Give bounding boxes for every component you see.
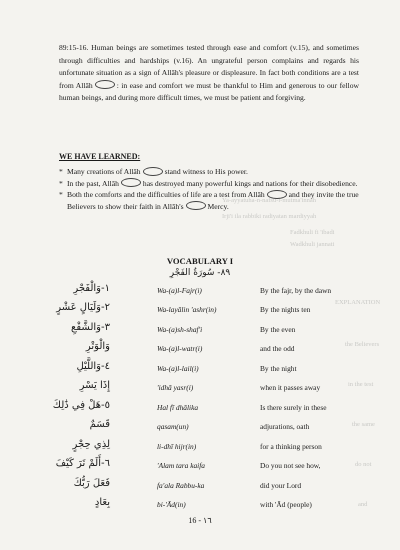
- transliteration: fa'ala Rabbu-ka: [157, 481, 205, 490]
- transliteration: Wa-(a)l-watr(i): [157, 344, 203, 353]
- honorific-seal-icon: [267, 190, 287, 199]
- bleed-through-text: Ya-ayyatuha-n-nafsu-l-mutma'innah: [222, 197, 317, 204]
- transliteration: 'idhā yasr(i): [157, 383, 194, 392]
- vocabulary-row: [0, 458, 400, 478]
- honorific-seal-icon: [186, 201, 206, 210]
- transliteration: 'Alam tara kaifa: [157, 461, 205, 470]
- meaning: with 'Ād (people): [260, 500, 312, 509]
- transliteration: Hal fī dhālika: [157, 403, 199, 412]
- vocabulary-row: [0, 341, 400, 361]
- bleed-through-text: Fadkhuli fi 'ibadi: [290, 229, 335, 236]
- learned-item-text: has destroyed many powerful kings and nations for their disobedience.: [142, 178, 358, 188]
- learned-item: [59, 178, 359, 190]
- transliteration: qasam(un): [157, 422, 189, 431]
- arabic-term: ٣-وَالشَّفْعِ: [71, 322, 110, 333]
- bleed-through-text: Irji'i ila rabbiki radiyatan mardiyyah: [222, 213, 317, 220]
- learned-item-text: Both the comforts and the difficulties of life are a test from Allāh: [67, 190, 265, 199]
- arabic-term: ٥-هَلْ فِي ذَٰلِكَ: [52, 400, 110, 411]
- vocabulary-row: [0, 419, 400, 439]
- vocabulary-row: [0, 439, 400, 459]
- meaning: adjurations, oath: [260, 422, 310, 431]
- learned-heading: WE HAVE LEARNED:: [59, 152, 141, 161]
- learned-item: [59, 189, 359, 212]
- commentary-paragraph: [59, 42, 359, 105]
- learned-item-text: Many creations of Allāh: [67, 167, 141, 176]
- transliteration: Wa-(a)l-lail(i): [157, 364, 199, 373]
- arabic-term: لِذِي حِجْرٍ: [72, 439, 110, 450]
- bleed-through-text: and: [358, 501, 368, 508]
- transliteration: li-dhī hijr(in): [157, 442, 197, 451]
- learned-item-text: and they invite the true Believers to show their faith in Allāh's: [67, 190, 359, 211]
- arabic-term: قَسَمٌ: [89, 419, 110, 430]
- meaning: when it passes away: [260, 383, 321, 392]
- vocabulary-row: [0, 322, 400, 342]
- transliteration: bi-'Ād(in): [157, 500, 186, 509]
- bleed-through-text: in the test: [348, 381, 374, 388]
- vocabulary-row: [0, 380, 400, 400]
- transliteration: Wa-(a)sh-shaf'i: [157, 325, 203, 334]
- meaning: By the even: [260, 325, 296, 334]
- vocabulary-row: [0, 400, 400, 420]
- meaning: for a thinking person: [260, 442, 322, 451]
- arabic-term: إِذَا يَسْرِ: [79, 380, 110, 391]
- meaning: By the night: [260, 364, 297, 373]
- arabic-term: ٤-وَاللَّيْلِ: [76, 361, 110, 372]
- learned-item: [59, 166, 359, 178]
- meaning: did your Lord: [260, 481, 302, 490]
- arabic-term: ٢-وَلَيَالٍ عَشْرٍ: [56, 302, 110, 313]
- arabic-term: ١-وَالْفَجْرِ: [73, 283, 110, 294]
- arabic-term: وَالْوَتْرِ: [85, 341, 110, 352]
- page-number: 16 - ١٦: [188, 516, 212, 525]
- bleed-through-text: the Believers: [345, 341, 380, 348]
- learned-item-text: stand witness to His power.: [164, 167, 248, 176]
- honorific-seal-icon: [121, 178, 141, 187]
- learned-list: [59, 166, 359, 212]
- meaning: By the nights ten: [260, 305, 311, 314]
- surah-title: ٨٩- سُورَةُ الفَجْرِ: [169, 268, 231, 278]
- commentary-text-continued: : in ease and comfort we must be thankful to Him and generous to our fellow human beings, and during more difficult times, we must be patient and forgiving.: [59, 80, 359, 102]
- vocabulary-heading: VOCABULARY I: [166, 256, 234, 266]
- transliteration: Wa-layālin 'ashr(in): [157, 305, 217, 314]
- vocabulary-row: [0, 361, 400, 381]
- meaning: Is there surely in these: [260, 403, 327, 412]
- honorific-seal-icon: [95, 80, 115, 89]
- bleed-through-text: Wadkhuli jannati: [290, 241, 335, 248]
- arabic-term: بِعَادٍ: [94, 497, 110, 508]
- transliteration: Wa-(a)l-Fajr(i): [157, 286, 202, 295]
- vocabulary-row: [0, 478, 400, 498]
- vocabulary-row: [0, 302, 400, 322]
- bleed-through-text: the same: [352, 421, 375, 428]
- arabic-term: ٦-أَلَمْ تَرَ كَيْفَ: [55, 458, 110, 469]
- arabic-term: فَعَلَ رَبُّكَ: [73, 478, 110, 489]
- commentary-text: 89:15-16. Human beings are sometimes tested through ease and comfort (v.15), and sometimes through difficulties and hardships (v.16). An ungrateful person complains and regards his unfortunate situation as a sign of Allāh's pleasure or displeasure. In fact both conditions are a test from Allāh: [59, 43, 359, 90]
- bleed-through-text: EXPLANATION: [335, 299, 381, 306]
- meaning: By the fajr, by the dawn: [260, 286, 332, 295]
- meaning: and the odd: [260, 344, 295, 353]
- vocabulary-row: [0, 283, 400, 303]
- learned-item-text: Mercy.: [207, 201, 229, 211]
- honorific-seal-icon: [143, 167, 163, 176]
- learned-item-text: In the past, Allāh: [67, 178, 119, 188]
- vocabulary-row: [0, 497, 400, 517]
- meaning: Do you not see how,: [260, 461, 321, 470]
- bleed-through-text: do not: [355, 461, 372, 468]
